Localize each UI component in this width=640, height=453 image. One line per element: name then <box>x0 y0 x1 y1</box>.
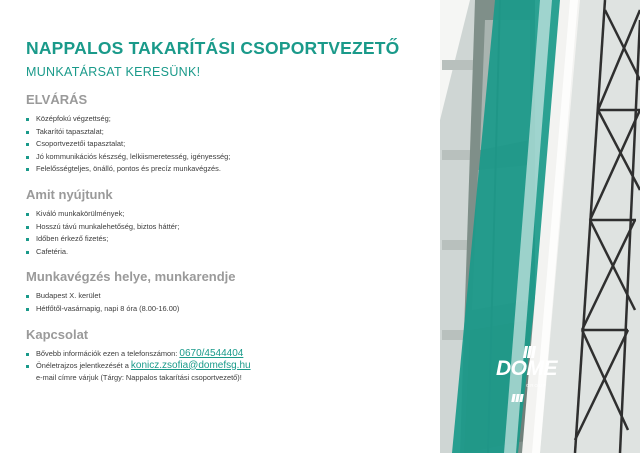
offer-heading: Amit nyújtunk <box>26 186 113 202</box>
logo-bottom-stripes <box>512 389 532 399</box>
page-title: NAPPALOS TAKARÍTÁSI CSOPORTVEZETŐ <box>26 38 400 58</box>
logo-wordmark: DOME <box>496 357 557 380</box>
email-label: Önéletrajzos jelentkezését a <box>36 360 129 370</box>
email-note: e-mail címre várjuk (Tárgy: Nappalos takarítási csoportvezető)! <box>36 372 242 382</box>
list-item: Középfokú végzettség; <box>26 113 440 126</box>
offer-list <box>26 208 440 258</box>
page-subtitle: MUNKATÁRSAT KERESÜNK! <box>26 65 201 79</box>
contact-phone-item <box>26 348 440 360</box>
list-item: Csoportvezetői tapasztalat; <box>26 138 440 151</box>
workplace-heading: Munkavégzés helye, munkarendje <box>26 269 236 285</box>
contact-heading: Kapcsolat <box>26 326 89 342</box>
list-item: Jó kommunikációs készség, lelkiismeretesség, igényesség; <box>26 151 440 164</box>
contact-list <box>26 348 440 384</box>
list-item: Felelősségteljes, önálló, pontos és precíz munkavégzés. <box>26 163 440 176</box>
list-item: Hosszú távú munkalehetőség, biztos háttér; <box>26 221 440 234</box>
list-item: Cafetéria. <box>26 246 440 259</box>
logo-subtext: GROUP <box>526 383 547 388</box>
dome-logo <box>488 345 558 405</box>
phone-label: Bővebb információk ezen a telefonszámon: <box>36 348 178 358</box>
workplace-list <box>26 290 440 315</box>
list-item: Kiváló munkakörülmények; <box>26 208 440 221</box>
requirements-heading: ELVÁRÁS <box>26 92 88 107</box>
list-item: Hétfőtől-vasárnapig, napi 8 óra (8.00-16.00) <box>26 303 440 316</box>
contact-email-item <box>26 360 440 384</box>
requirements-list <box>26 113 440 176</box>
list-item: Takarítói tapasztalat; <box>26 126 440 139</box>
email-link[interactable]: konicz.zsofia@domefsg.hu <box>130 359 251 371</box>
list-item: Időben érkező fizetés; <box>26 233 440 246</box>
phone-link[interactable]: 0670/4544404 <box>179 347 244 359</box>
list-item: Budapest X. kerület <box>26 290 440 303</box>
